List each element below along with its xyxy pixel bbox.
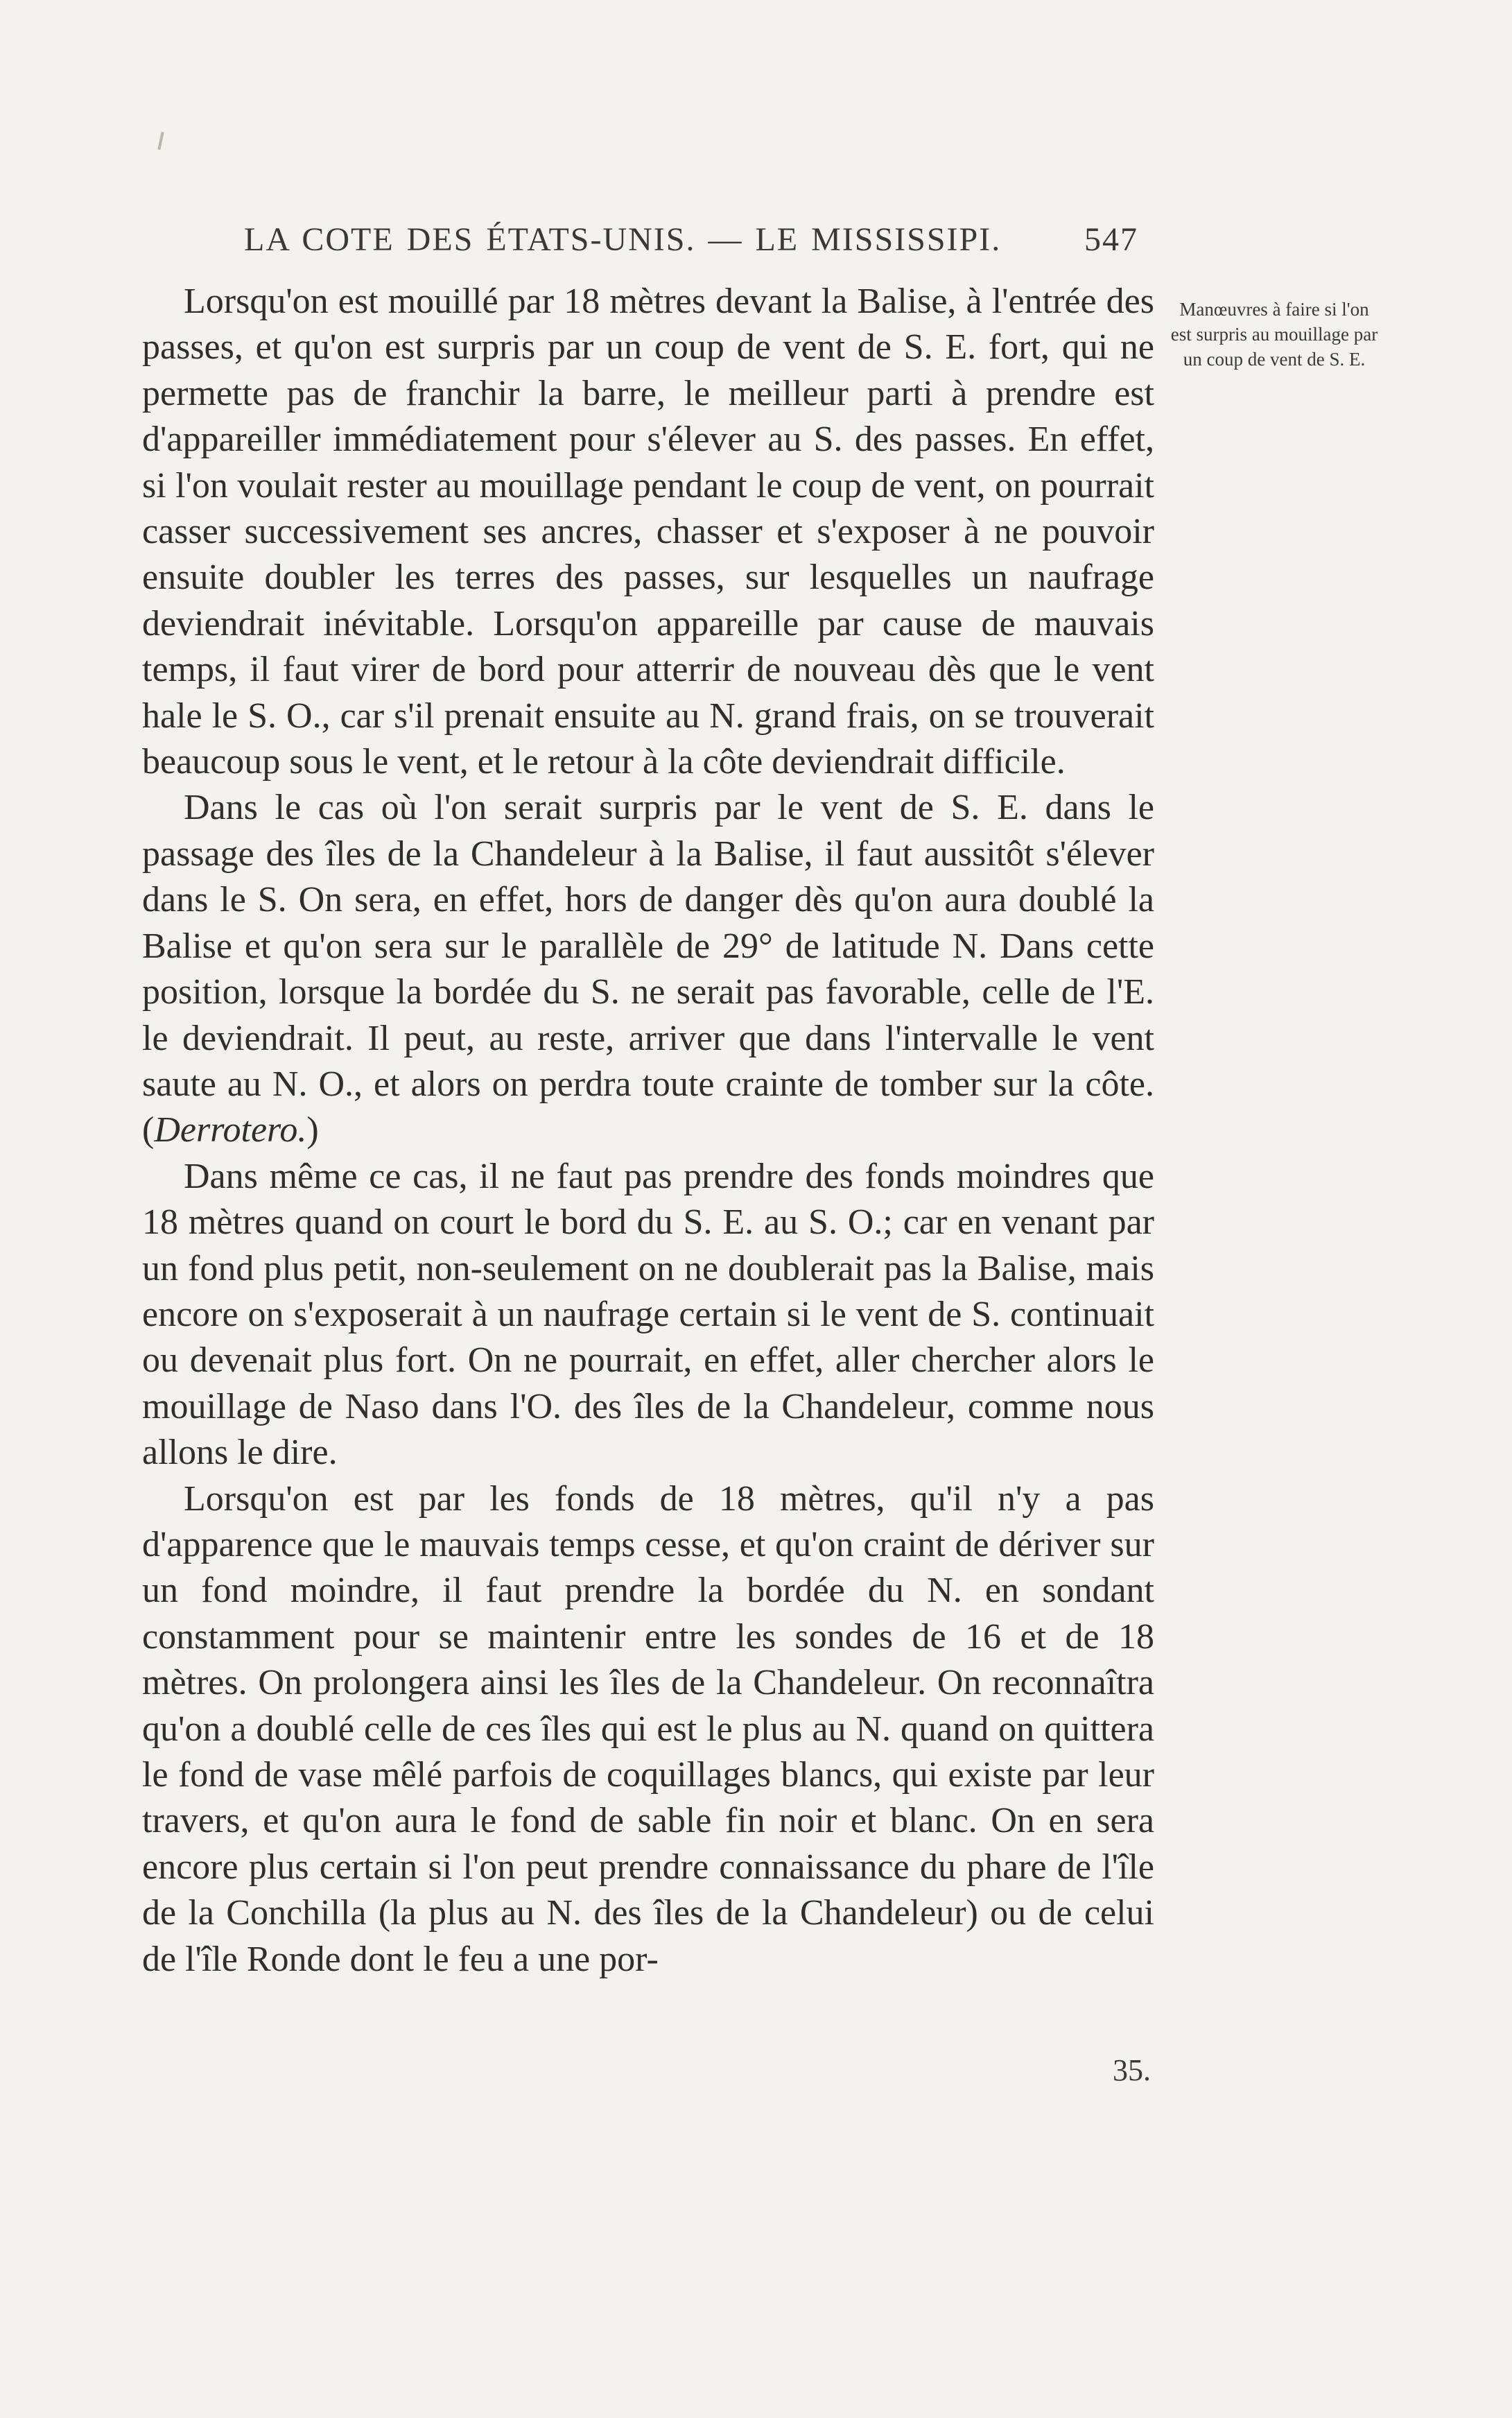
scan-speck <box>157 132 164 150</box>
running-head <box>244 221 1138 269</box>
paragraph-1: Lorsqu'on est mouillé par 18 mètres devant la Balise, à l'entrée des passes, et qu'on est surpris par un coup de vent de S. E. fort, qui ne permette pas de franchir la barre, le meilleur parti à prendre est d'appareiller immédiatement pour s'élever au S. des passes. En effet, si l'on voulait rester au mouillage pendant le coup de vent, on pourrait casser successivement ses ancres, chasser et s'exposer à ne pouvoir ensuite doubler les terres des passes, sur lesquelles un naufrage deviendrait inévitable. Lorsqu'on appareille par cause de mauvais temps, il faut virer de bord pour atterrir de nouveau dès que le vent hale le S. O., car s'il prenait ensuite au N. grand frais, on se trouverait beaucoup sous le vent, et le retour à la côte deviendrait difficile. <box>142 282 1154 782</box>
paragraph-2-closing: ) <box>306 1110 319 1150</box>
margin-note: Manœuvres à faire si l'on est surpris au mouillage par un coup de vent de S. E. <box>1170 299 1378 370</box>
paragraph-4: Lorsqu'on est par les fonds de 18 mètres, qu'il n'y a pas d'apparence que le mauvais temps cesse, et qu'on craint de dériver sur un fond moindre, il faut prendre la bordée du N. en sondant constamment pour se maintenir entre les sondes de 16 et de 18 mètres. On prolongera ainsi les îles de la Chandeleur. On reconnaîtra qu'on a doublé celle de ces îles qui est le plus au N. quand on quittera le fond de vase mêlé parfois de coquillages blancs, qui existe par leur travers, et qu'on aura le fond de sable fin noir et blanc. On en sera encore plus certain si l'on peut prendre connaissance du phare de l'île de la Conchilla (la plus au N. des îles de la Chandeleur) ou de celui de l'île Ronde dont le feu a une por- <box>142 1478 1154 1979</box>
page-number: 547 <box>1084 221 1138 258</box>
paragraph-2-italic-source: Derrotero. <box>154 1110 307 1150</box>
paragraph-2 <box>142 785 1154 1153</box>
running-head-title: LA COTE DES ÉTATS-UNIS. — LE MISSISSIPI. <box>244 221 1002 258</box>
paragraph-2-text: Dans le cas où l'on serait surpris par le vent de S. E. dans le passage des îles de la Chandeleur à la Balise, il faut aussitôt s'élever dans le S. On sera, en effet, hors de danger dès qu'on aura doublé la Balise et qu'on sera sur le parallèle de 29° de latitude N. Dans cette position, lorsque la bordée du S. ne serait pas favorable, celle de l'E. le deviendrait. Il peut, au reste, arriver que dans l'intervalle le vent saute au N. O., et alors on perdra toute crainte de tomber sur la côte. ( <box>142 788 1154 1150</box>
body-text <box>142 279 1154 1983</box>
paragraph-3: Dans même ce cas, il ne faut pas prendre des fonds moindres que 18 mètres quand on court le bord du S. E. au S. O.; car en venant par un fond plus petit, non-seulement on ne doublerait pas la Balise, mais encore on s'exposerait à un naufrage certain si le vent de S. continuait ou devenait plus fort. On ne pourrait, en effet, aller chercher alors le mouillage de Naso dans l'O. des îles de la Chandeleur, comme nous allons le dire. <box>142 1156 1154 1473</box>
signature-mark: 35. <box>1113 2053 1151 2087</box>
